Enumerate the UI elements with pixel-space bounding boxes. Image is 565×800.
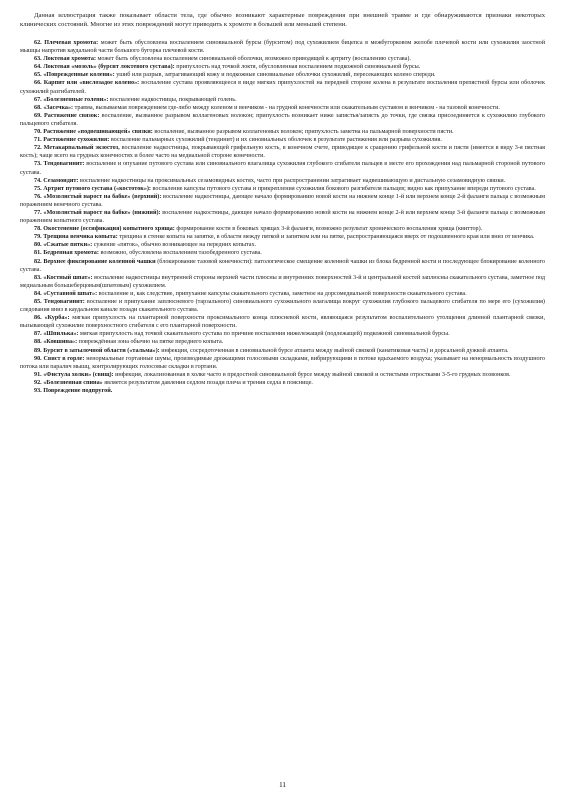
item-description: воспаление надкостницы, дающее начало формированию новой кости на нижнем конце 2-й или верхнем конце 3-й фаланги пальца с возможным поражением копытного сустава.	[20, 209, 546, 225]
item-description: воспаление и припухание заплюсневого (тарзального) синовиального сухожильного влагалища вокруг сухожилия глубокого пальцевого сгибателя по мере его (сухожилия) следования вниз в каудальном канале позади скакательного сустава.	[20, 299, 545, 314]
item-term: «Сжатые пятки»:	[43, 242, 93, 249]
item-term: «Болезненная спина»	[43, 379, 103, 386]
list-item	[20, 258, 545, 274]
item-description: повреждённая зона обычно на пятке переднего копыта.	[77, 339, 224, 346]
item-term: «Ковшина»:	[43, 339, 78, 346]
item-term: Трещина венчика копыта:	[43, 234, 118, 241]
item-term: Свист в горле:	[43, 355, 85, 362]
item-term: Локтевая «мозоль» (бурсит локтевого сустава):	[43, 64, 175, 71]
list-item	[20, 274, 545, 290]
list-item	[20, 249, 545, 257]
item-term: Локтевая хромота:	[43, 56, 96, 63]
list-item	[20, 330, 545, 338]
item-number: 91.	[34, 371, 42, 378]
item-number: 87.	[34, 331, 42, 338]
item-description: воспаление, вызванное разрывом коллагеновых волокон; припухлость возникает ниже запястья/запясть до точки, где связка присоединяется к сухожилию глубокого пальцевого сгибателя.	[20, 112, 545, 127]
list-item	[20, 233, 545, 241]
list-item	[20, 209, 545, 225]
item-number: 90.	[34, 355, 42, 362]
list-item	[20, 144, 545, 160]
list-item	[20, 128, 545, 136]
list-item	[20, 39, 545, 55]
item-number: 70.	[34, 129, 42, 136]
list-item	[20, 347, 545, 355]
item-description: воспаление и опухание путового сустава или синовиального влагалища сухожилия глубокого сгибателя пальцев в месте его прохождения над пальмарной стороной путового сустава.	[20, 161, 545, 176]
item-description: воспаление и, как следствие, припухание капсулы скакательного сустава, заметное на дорсомедиальной поверхности скакательного сустава.	[97, 290, 467, 297]
item-term: Сезамоидит:	[43, 177, 79, 184]
item-number: 64.	[34, 64, 42, 71]
list-item	[20, 79, 545, 95]
item-number: 62.	[34, 40, 42, 46]
item-term: Растяжение «подвешивающей» связки:	[43, 129, 153, 136]
list-item	[20, 55, 545, 63]
definition-list	[20, 39, 545, 395]
item-term: «Суставной шпат»:	[43, 290, 98, 297]
item-term: Метакарпальный экзостоз,	[43, 145, 120, 152]
list-item	[20, 112, 545, 128]
item-term: «Мозолистый нарост на бабке» (нижний):	[43, 209, 161, 216]
item-number: 78.	[34, 226, 42, 233]
item-description: является результатом давления седлом позади плеча и трения седла в пояснице.	[102, 379, 313, 386]
item-term: Тендовагинит:	[43, 299, 85, 305]
item-description: мягкая припухлость над точкой скакательного сустава по причине воспаления нижележащей (подлежащей) подкожной синовиальной бурсы.	[78, 331, 450, 338]
item-description: воспаление пальмарных сухожилий (тендинит) и их синовиальных оболочек в результате растяжения или разрыва сухожилия.	[109, 137, 442, 144]
item-description: воспаление капсулы путового сустава и прикрепления сухожилия бокового разгибателя пальцев; видно как припухание впереди путового сустава.	[150, 185, 536, 192]
item-term: Бурсит в затылочной области («тальма»):	[43, 347, 160, 354]
item-number: 84.	[34, 290, 42, 297]
item-term: «Засечка»:	[43, 104, 74, 111]
item-number: 88.	[34, 339, 42, 346]
item-term: Тендовагинит:	[43, 161, 85, 168]
item-description: припухлость над точкой локтя, обусловленная воспалением подкожной синовиальной бурсы.	[174, 64, 421, 71]
list-item	[20, 298, 545, 314]
item-number: 75.	[34, 185, 42, 192]
item-description: воспаление надкостницы, покрывающей голень.	[108, 96, 237, 103]
item-number: 93.	[34, 388, 42, 395]
item-description: возможно, обусловлена воспалением тазобедренного сустава.	[98, 250, 262, 257]
list-item	[20, 185, 545, 193]
list-item	[20, 314, 545, 330]
list-item	[20, 290, 545, 298]
item-number: 81.	[34, 250, 42, 257]
list-item	[20, 177, 545, 185]
item-description: травма, вызываемая повреждением где-либо между коленом и венчиком - на грудной конечности или скакательным суставом и венчиком - на тазовой конечности.	[73, 104, 500, 111]
item-number: 69.	[34, 112, 42, 119]
list-item	[20, 104, 545, 112]
item-description: может быть обусловлена воспалением синовиальной оболочки, возможно приводящей к артриту (воспалению сустава).	[96, 56, 411, 63]
item-number: 83.	[34, 274, 42, 281]
item-number: 68.	[34, 104, 42, 111]
item-number: 80.	[34, 242, 42, 249]
item-number: 82.	[34, 258, 42, 265]
item-description: формирование кости в боковых хрящах 3-й фаланги, возможно результат хронического воспаления хряща (квиттор).	[174, 226, 483, 233]
item-term: Повреждение подпругой.	[43, 388, 113, 395]
item-term: Артрит путового сустава («костоток»):	[43, 185, 151, 192]
item-number: 77.	[34, 209, 42, 216]
list-item	[20, 71, 545, 79]
item-term: Растяжение связок:	[44, 112, 100, 119]
item-term: Карпит или «вислозадое колено»:	[43, 80, 140, 87]
item-number: 74.	[34, 177, 42, 184]
item-description: воспаление, вызванное разрывом коллагеновых волокон; припухлость заметна на пальмарной поверхности пясти.	[152, 129, 454, 136]
item-description: (блокирование тазовой конечности): патологическое смещение коленной чашки из блока бедренной кости и последующее блокирование коленного сустава.	[20, 258, 545, 273]
list-item	[20, 371, 545, 379]
list-item	[20, 63, 545, 71]
item-number: 89.	[34, 347, 42, 354]
item-description: трещина в стенке копыта на запятке, в области между пяткой и запятком или на пятке, распространяющаяся вверх от подошвенного края или вниз от венчика.	[117, 234, 535, 241]
item-number: 73.	[34, 161, 42, 168]
item-term: «Курба»:	[44, 315, 70, 322]
item-term: Плечевая хромота:	[44, 40, 99, 46]
intro-paragraph: Данная иллюстрация также показывает области тела, где обычно возникают характерные повреждения при внешней травме и где обнаруживаются признаки некоторых клинических состояний. Многие из этих повреждений могут приводить к хромоте в большей или меньшей степени.	[20, 12, 545, 28]
list-item	[20, 387, 545, 395]
item-description: воспаление надкостницы, дающее начало формированию новой кости на нижнем конце 1-й или верхнем конце 2-й фаланги пальца с возможным поражением венечного сустава.	[20, 193, 545, 208]
item-term: «Поврежденные колени»:	[43, 72, 115, 79]
item-number: 85.	[34, 299, 42, 305]
item-description: воспаление надкостницы внутренней стороны верхней части плюсны и внутренних поверхностей 3-й и центральной костей заплюсны скакательного сустава, заметное под медиальным большеберцовым(шпатовым) сухожилием.	[20, 274, 545, 289]
item-term: «Фистула холки» (свищ):	[43, 371, 114, 378]
item-description: воспаление надкостницы, покрывающей грифельную кость, в конечном счете, приводящее к сращению грифельной кости и пясти (имеется в виду 3-я пястная кость); чаще всего на грудных конечностях и более часто на медиальной стороне конечности.	[20, 145, 546, 160]
item-term: Растяжение сухожилия:	[43, 137, 110, 144]
item-number: 92.	[34, 379, 42, 386]
item-description: сужение «пяток», обычно возникающее на передних копытах.	[92, 242, 257, 249]
list-item	[20, 96, 545, 104]
list-item	[20, 136, 545, 144]
item-description: инфекция, локализованная в холке часто в предостной синовиальной бурсе между выйной связкой и остистыми отростками 3-5-го грудных позвонков.	[113, 371, 511, 378]
list-item	[20, 241, 545, 249]
item-term: Бедренная хромота:	[43, 250, 99, 257]
item-description: ушиб или разрыв, затрагивающий кожу и подкожные синовиальные оболочки сухожилий, пересекающих колено спереди.	[114, 72, 436, 79]
item-description: мягкая припухлость на плантарной поверхности проксимального конца плюсневой кости, являющаяся результатом воспалительного утолщения длинной плантарной связки, вызывающей сухожилие поверхностного сгибателя с его плантарной поверхности.	[20, 315, 545, 330]
item-description: воспаление сустава проявляющееся в виде мягких припухлостей на передней стороне колена в результате воспаления препястной бурсы или оболочек сухожилий разгибателей.	[20, 80, 545, 95]
item-term: «Мозолистый нарост на бабке» (верхний):	[43, 193, 162, 200]
list-item	[20, 379, 545, 387]
item-number: 63.	[34, 56, 42, 63]
item-number: 66.	[34, 80, 42, 87]
item-term: «Болезненные голени»:	[43, 96, 109, 103]
item-term: Окостенение (оссификация) копытного хряща:	[43, 226, 175, 233]
list-item	[20, 355, 545, 371]
item-number: 71.	[34, 137, 42, 144]
item-number: 76.	[34, 193, 42, 200]
item-term: «Костный шпат»:	[43, 274, 93, 281]
list-item	[20, 193, 545, 209]
list-item	[20, 225, 545, 233]
list-item	[20, 338, 545, 346]
item-term: «Шпилька»:	[43, 331, 79, 338]
page-number: 11	[279, 781, 286, 789]
item-description: воспаление надкостницы на проксимальных сезамовидных костях, часто при распространении затрагивает надвешивающую и дистальную сезамовидную связки.	[78, 177, 506, 184]
item-description: инфекция, сосредоточенная в синовиальной бурсе атланта между выйной связкой (канатиковая часть) и дорсальной дужкой атланта.	[159, 347, 509, 354]
item-number: 72.	[34, 145, 42, 152]
item-number: 67.	[34, 96, 42, 103]
item-description: может быть обусловлена воспалением синовиальной бурсы (бурситом) под сухожилием бицепса в межбугорковом желобе плечевой кости или сухожилия заостной мышцы напротив каудальной части большого бугорка плечевой кости.	[20, 40, 545, 55]
item-number: 65.	[34, 72, 42, 79]
item-description: ненормальные гортанные шумы, производимые дрожащими голосовыми складками, вибрирующими в потоке вдыхаемого воздуха; указывает на ненормальность воздушного потока или паралич мышц, контролирующих голосовые складки в гортани.	[20, 355, 545, 370]
item-number: 79.	[34, 234, 42, 241]
list-item	[20, 160, 545, 176]
item-term: Верхнее фиксирование коленной чашки	[43, 258, 156, 265]
item-number: 86.	[34, 315, 42, 322]
